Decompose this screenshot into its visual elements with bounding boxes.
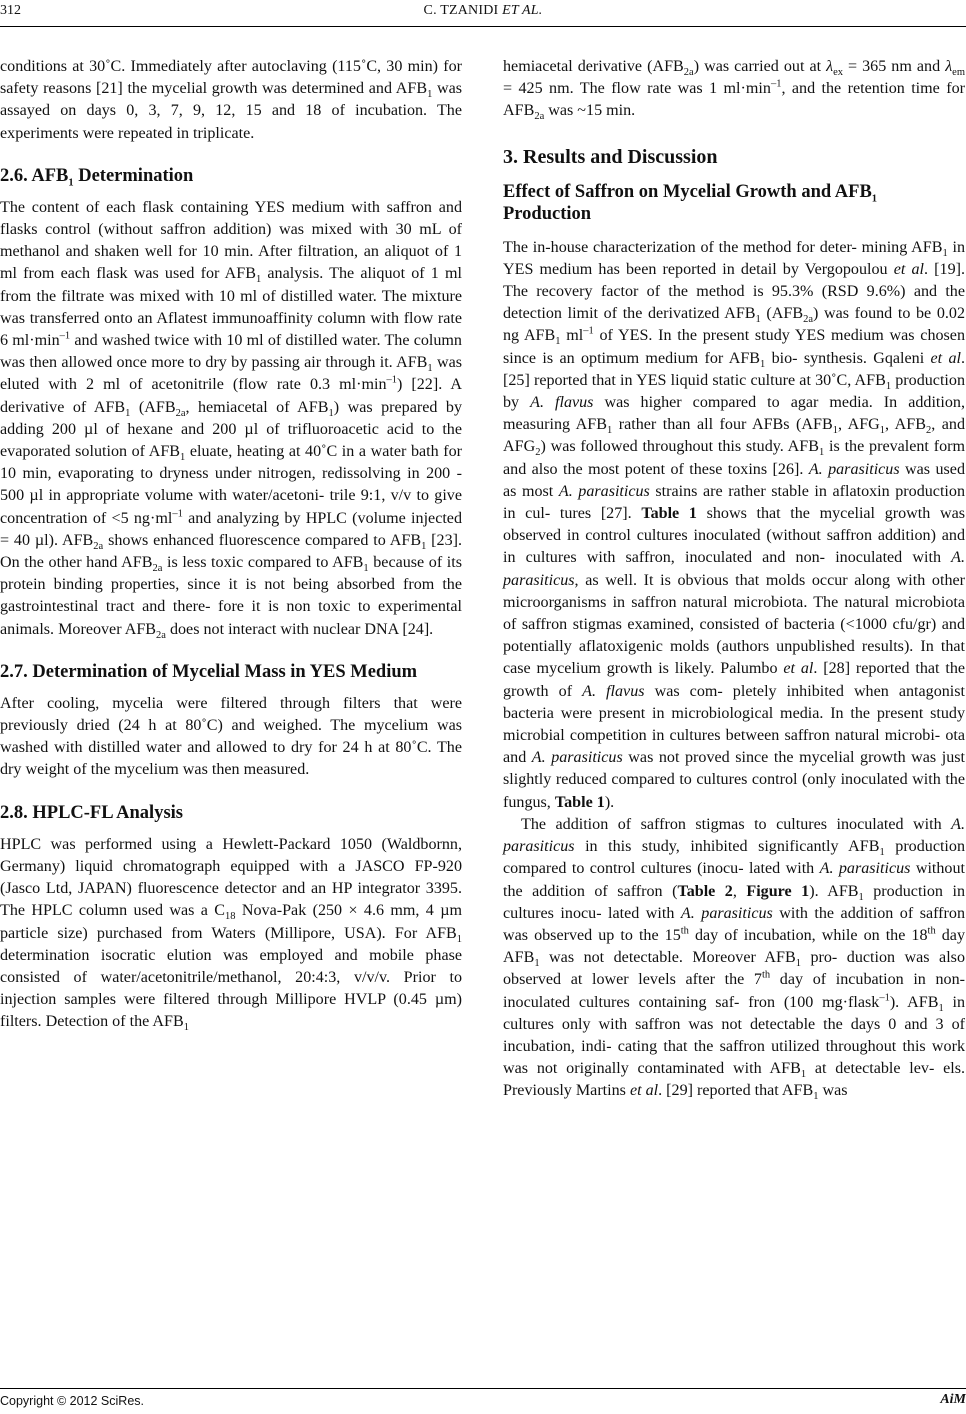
running-head-authors: C. TZANIDI xyxy=(423,3,499,18)
section-heading-afb1-determination: 2.6. $AFB_1$ Determination xyxy=(0,165,194,189)
intro-paragraph: conditions at 30˚C. Immediately after autoclaving (115˚C, 30 min) for safety reasons [21] the mycelial growth was determined and $AFB_1$ was assayed on days 0, 3, 7, 9, 12, 15 and 18 of incubation. The experiments were repeated in triplicate. xyxy=(0,58,462,142)
section-heading-hplc: 2.8. HPLC-FL Analysis xyxy=(0,802,183,823)
journal-name: AiM xyxy=(940,1392,966,1407)
hplc-paragraph: HPLC was performed using a Hewlett-Packard 1050 (Waldbornn, Germany) liquid chromatograph equipped with a JASCO FP-920 (Jasco Ltd, JAPAN) fluorescence detector and an HP integrator 3395. The HPLC column used was a $C_{18}$ Nova-Pak (250 × 4.6 mm, 4 µm particle size) purchased from Waters (Millipore, USA). For $AFB_1$ determination isocratic elution was employed and mobile phase consisted of water/acetonitrile/methanol, 20:4:3, v/v/v. Prior to injection samples were filtered through Millipore HVLP (0.45 µm) filters. Detection of the $AFB_1$ xyxy=(0,835,462,1034)
copyright: Copyright © 2012 SciRes. xyxy=(0,1394,145,1408)
results-paragraph-2: The addition of saffron stigmas to cultures inoculated with A. parasiticus in this study, inhibited significantly $AFB_1$ production compared to control cultures (inocu- lated with A. parasiticus without the addition of saffron (Table 2, Figure 1). $AFB_1$ production in cultures inocu- lated with A. parasiticus with the addition of saffron was observed up to the 15th day of incubation, while on the 18th day $AFB_1$ was not detectable. Moreover $AFB_1$ pro- duction was also observed at lower levels after the 7th day of incubation in non- inoculated cultures containing saf- fron (100 mg·flask$^{-1}$). $AFB_1$ in cultures only with saffron was not detectable the days 0 and 3 of incubation, indi- cating that the saffron utilized throughout this work was not originally contaminated with $AFB_1$ at detectable lev- els. Previously Martins et al. [29] reported that $AFB_1$ was xyxy=(503,815,966,1103)
results-paragraph-1: The in-house characterization of the method for deter- mining $AFB_1$ in YES medium has been reported in detail by Vergopoulou et al. [19]. The recovery factor of the method is 95.3% (RSD 9.6%) and the detection limit of the derivatized $AFB_1$ $(AFB_{2a})$ was found to be 0.02 ng $AFB_1$ $ml^{-1}$ of YES. In the present study YES medium was chosen since is an optimum medium for $AFB_1$ bio- synthesis. Gqaleni et al. [25] reported that in YES liquid static culture at 30˚C, $AFB_1$ production by A. flavus was higher compared to agar media. In addition, measuring $AFB_1$ rather than all four AFBs ($AFB_1$, $AFG_1$, $AFB_2$, and $AFG_2$) was followed throughout this study. $AFB_1$ is the prevalent form and also the most potent of these toxins [26]. A. parasiticus was used as most A. parasiticus strains are rather stable in aflatoxin production in cul- tures [27]. Table 1 shows that the mycelial growth was observed in control cultures inoculated (without saffron addition) and in cultures with saffron, inoculated and non- inoculated with A. parasiticus, as well. It is obvious that molds occur along with other microorganisms in saffron natural microbiota. The natural microbiota of saffron stigmas examined, consisted of bacteria (<1000 cfu/gr) and potentially aflatoxigenic molds (authors unpublished results). In that case mycelium growth is likely. Palumbo et al. [28] reported that the growth of A. flavus was com- pletely inhibited when antagonist bacteria were present in microbiological media. In the present study microbial competition in cultures between saffron natural microbi- ota and A. parasiticus was not proved since the mycelial growth was just slightly reduced compared to cultures control (only inoculated with the fungus, Table 1). xyxy=(503,238,966,811)
page-number: 312 xyxy=(0,3,21,18)
running-head xyxy=(0,3,966,19)
continued-paragraph: hemiacetal derivative $(AFB_{2a})$ was carried out at $\lambda_{ex} = 365$ nm and $\lambda_{em} = 425$ nm. The flow rate was 1 $ml\cdot\min^{-1}$, and the retention time for $AFB_{2a}$ was ~15 min. xyxy=(503,58,965,123)
afb1-determination-paragraph: The content of each flask containing YES medium with saffron and flasks control (without saffron addition) was mixed with 30 mL of methanol and shaken well for 10 min. After filtration, an aliquot of 1 ml from each flask was used for $AFB_1$ analysis. The aliquot of 1 ml from the filtrate was mixed with 10 ml of distilled water. The mixture was transferred onto an Aflatest immunoaffinity column with flow rate 6 $ml\cdot\min^{-1}$ and washed twice with 10 ml of distilled water. The column was then allowed once more to dry by passing air through it. $AFB_1$ was eluted with 2 ml of acetonitrile (flow rate 0.3 $ml\cdot\min^{-1}$) [22]. A derivative of $AFB_1$ ($AFB_{2a}$, hemiacetal of $AFB_1$) was prepared by adding 200 µl of hexane and 200 µl of trifluoroacetic acid to the evaporated solution of $AFB_1$ eluate, heating at 40˚C in a water bath for 10 min, evaporating to dryness under nitrogen, redissolving in 200 - 500 µl in appropriate volume with water/acetoni- trile 9:1, v/v to give concentration of <5 $ng\cdot ml^{-1}$ and analyzing by HPLC (volume injected = 40 µl). $AFB_{2a}$ shows enhanced fluorescence compared to $AFB_1$ [23]. On the other hand $AFB_{2a}$ is less toxic compared to $AFB_1$ because of its protein binding properties, since it is not being absorbed from the gastrointestinal tract and there- fore it is non toxic to experimental animals. Moreover $AFB_{2a}$ does not interact with nuclear DNA [24]. xyxy=(0,198,463,641)
section-heading-results: 3. Results and Discussion xyxy=(503,145,718,168)
right-column xyxy=(503,56,965,1103)
footer-rule xyxy=(0,1388,966,1389)
mycelial-mass-paragraph: After cooling, mycelia were filtered through filters that were previously dried (24 h at 80˚C) and weighed. The mycelium was washed with distilled water and allowed to dry for 24 h at 80˚C. The dry weight of the mycelium was then measured. xyxy=(0,694,462,779)
subsection-heading-effect: Effect of Saffron on Mycelial Growth and $AFB_1$ Production xyxy=(503,181,878,224)
running-head-etal: ET AL. xyxy=(502,3,543,18)
section-heading-mycelial-mass: 2.7. Determination of Mycelial Mass in YES Medium xyxy=(0,661,418,682)
header-rule xyxy=(0,26,966,27)
left-column xyxy=(0,56,462,1034)
